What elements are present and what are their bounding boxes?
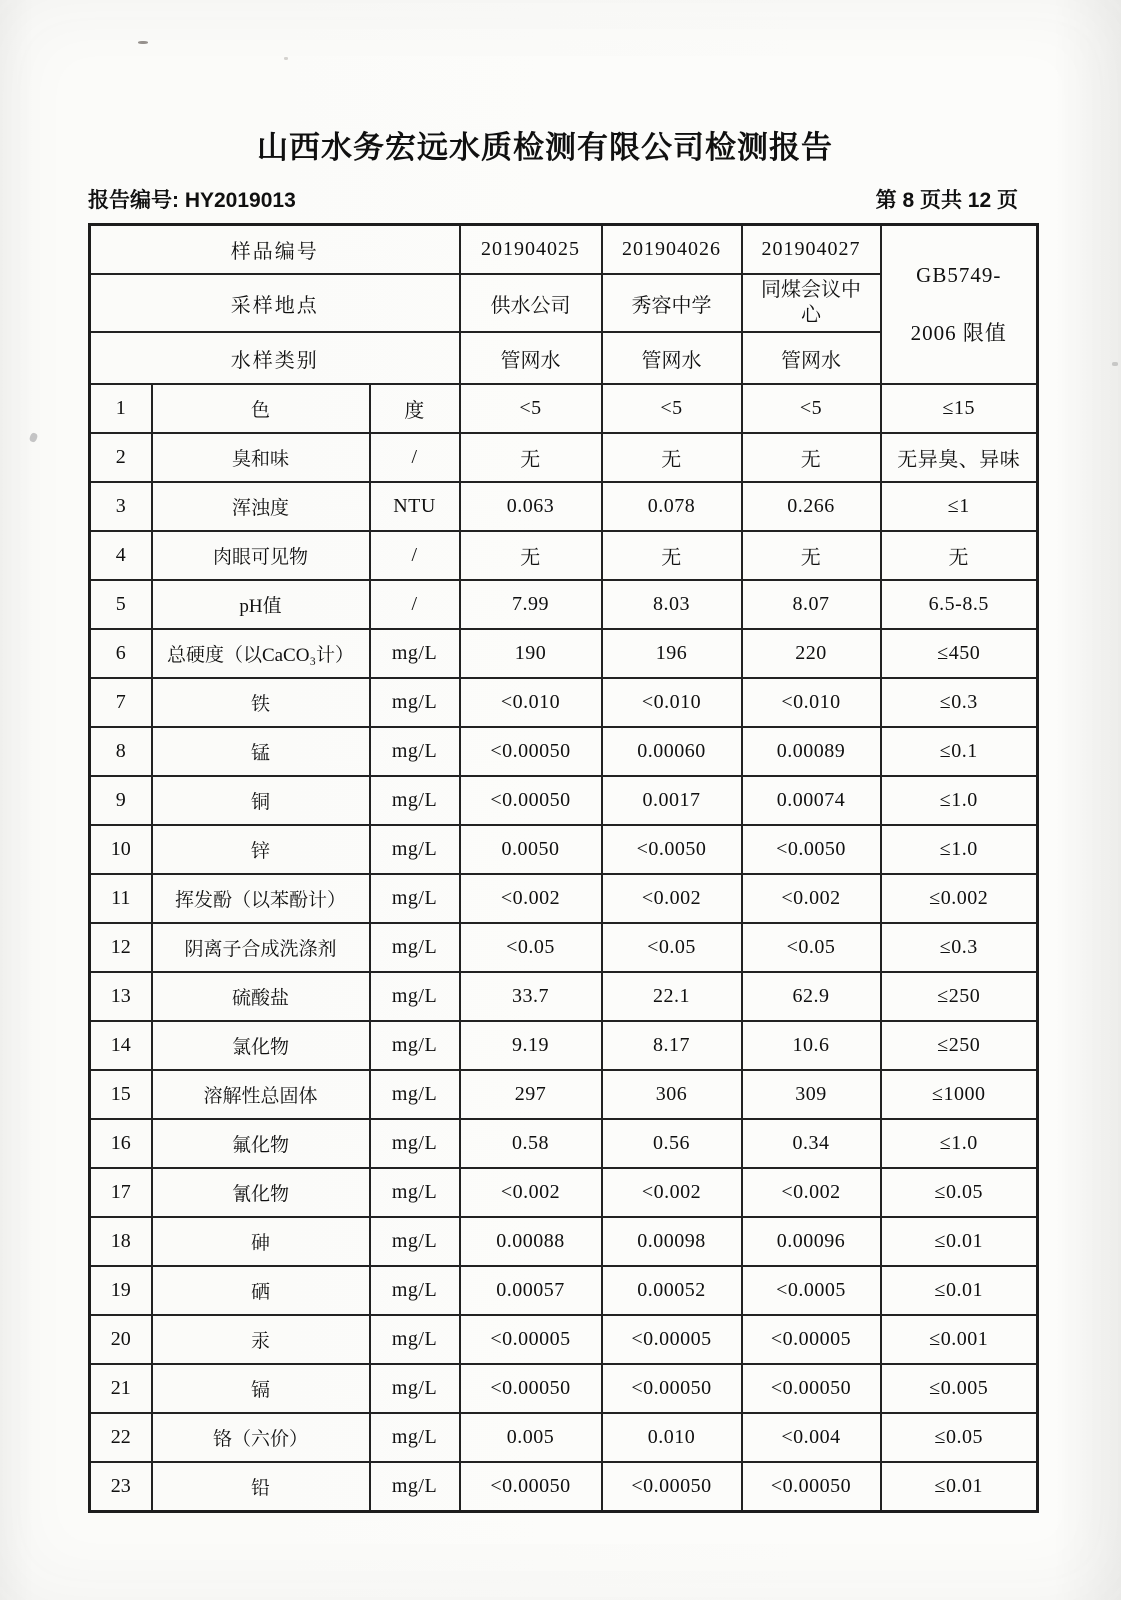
location-label: 采样地点 (90, 274, 460, 332)
table-row (90, 1168, 1038, 1217)
cell-v1: 297 (460, 1070, 602, 1119)
results-table-body (90, 384, 1038, 1512)
cell-name: 浑浊度 (152, 482, 370, 531)
cell-limit: 无 (881, 531, 1038, 580)
cell-v3: <0.00005 (742, 1315, 881, 1364)
cell-name: 臭和味 (152, 433, 370, 482)
cell-limit: ≤1 (881, 482, 1038, 531)
cell-limit: ≤1.0 (881, 825, 1038, 874)
table-row (90, 1217, 1038, 1266)
cell-name: 阴离子合成洗涤剂 (152, 923, 370, 972)
scan-artifact (29, 432, 39, 443)
cell-no: 9 (90, 776, 152, 825)
cell-v3: <0.05 (742, 923, 881, 972)
cell-unit: mg/L (370, 1315, 460, 1364)
cell-v2: <0.010 (602, 678, 742, 727)
page-indicator: 第 8 页共 12 页 (875, 189, 1018, 212)
cell-v3: 62.9 (742, 972, 881, 1021)
cell-unit: 度 (370, 384, 460, 433)
report-title: 山西水务宏远水质检测有限公司检测报告 (257, 130, 833, 165)
cell-v2: 306 (602, 1070, 742, 1119)
cell-no: 16 (90, 1119, 152, 1168)
table-row (90, 678, 1038, 727)
cell-limit: 6.5-8.5 (881, 580, 1038, 629)
cell-v3: <0.002 (742, 1168, 881, 1217)
table-row (90, 1462, 1038, 1512)
cell-unit: mg/L (370, 1217, 460, 1266)
cell-v1: 0.0050 (460, 825, 602, 874)
cell-v2: 0.078 (602, 482, 742, 531)
cell-v3: 0.00074 (742, 776, 881, 825)
cell-name: 挥发酚（以苯酚计） (152, 874, 370, 923)
cell-no: 18 (90, 1217, 152, 1266)
cell-unit: mg/L (370, 825, 460, 874)
cell-no: 15 (90, 1070, 152, 1119)
cell-v2: <0.00005 (602, 1315, 742, 1364)
cell-unit: mg/L (370, 678, 460, 727)
table-row (90, 776, 1038, 825)
water-quality-results-table (88, 223, 1039, 1513)
cell-limit: ≤0.05 (881, 1413, 1038, 1462)
cell-no: 4 (90, 531, 152, 580)
cell-v2: <0.00050 (602, 1462, 742, 1512)
cell-v1: 0.00088 (460, 1217, 602, 1266)
cell-v2: 无 (602, 531, 742, 580)
cell-unit: mg/L (370, 1462, 460, 1512)
cell-v1: <0.010 (460, 678, 602, 727)
cell-name: 汞 (152, 1315, 370, 1364)
results-table-header (90, 225, 1038, 385)
cell-v2: 8.03 (602, 580, 742, 629)
cell-v2: <0.05 (602, 923, 742, 972)
cell-limit: ≤0.01 (881, 1217, 1038, 1266)
location-3: 同煤会议中心 (742, 274, 881, 332)
cell-v2: 0.00098 (602, 1217, 742, 1266)
table-row (90, 825, 1038, 874)
cell-name: 溶解性总固体 (152, 1070, 370, 1119)
cell-unit: / (370, 580, 460, 629)
cell-name: 硫酸盐 (152, 972, 370, 1021)
cell-v2: 22.1 (602, 972, 742, 1021)
location-2: 秀容中学 (602, 274, 742, 332)
cell-v3: 无 (742, 433, 881, 482)
cell-name: 砷 (152, 1217, 370, 1266)
cell-v2: 0.56 (602, 1119, 742, 1168)
cell-limit: ≤1000 (881, 1070, 1038, 1119)
cell-v3: 0.00089 (742, 727, 881, 776)
cell-unit: mg/L (370, 1119, 460, 1168)
cell-v1: 无 (460, 433, 602, 482)
sample-no-1: 201904025 (460, 225, 602, 275)
cell-name: pH值 (152, 580, 370, 629)
cell-limit: ≤15 (881, 384, 1038, 433)
cell-name: 色 (152, 384, 370, 433)
sample-type-label: 水样类别 (90, 332, 460, 384)
cell-v1: 7.99 (460, 580, 602, 629)
cell-name: 锰 (152, 727, 370, 776)
cell-v2: 0.00052 (602, 1266, 742, 1315)
cell-limit: ≤0.002 (881, 874, 1038, 923)
cell-no: 13 (90, 972, 152, 1021)
cell-limit: ≤0.01 (881, 1462, 1038, 1512)
cell-limit: ≤0.01 (881, 1266, 1038, 1315)
cell-v3: <5 (742, 384, 881, 433)
sample-no-3: 201904027 (742, 225, 881, 275)
cell-no: 8 (90, 727, 152, 776)
cell-no: 7 (90, 678, 152, 727)
cell-limit: ≤250 (881, 1021, 1038, 1070)
cell-limit: ≤1.0 (881, 776, 1038, 825)
sample-type-1: 管网水 (460, 332, 602, 384)
report-meta (88, 184, 1018, 214)
cell-no: 20 (90, 1315, 152, 1364)
cell-limit: ≤0.005 (881, 1364, 1038, 1413)
cell-unit: mg/L (370, 972, 460, 1021)
cell-v2: 0.00060 (602, 727, 742, 776)
cell-v3: 0.34 (742, 1119, 881, 1168)
cell-name: 镉 (152, 1364, 370, 1413)
cell-v1: <0.00050 (460, 776, 602, 825)
cell-v2: 0.0017 (602, 776, 742, 825)
cell-v1: <5 (460, 384, 602, 433)
cell-v1: <0.00050 (460, 1364, 602, 1413)
cell-name: 氯化物 (152, 1021, 370, 1070)
cell-name: 铬（六价） (152, 1413, 370, 1462)
table-row (90, 482, 1038, 531)
cell-limit: ≤0.05 (881, 1168, 1038, 1217)
sample-type-2: 管网水 (602, 332, 742, 384)
cell-no: 2 (90, 433, 152, 482)
cell-name: 铅 (152, 1462, 370, 1512)
sample-no-2: 201904026 (602, 225, 742, 275)
cell-v1: 190 (460, 629, 602, 678)
standard-name-line1: GB5749- (916, 263, 1002, 288)
cell-no: 6 (90, 629, 152, 678)
cell-limit: ≤1.0 (881, 1119, 1038, 1168)
cell-limit: ≤450 (881, 629, 1038, 678)
cell-v1: 33.7 (460, 972, 602, 1021)
cell-v1: 0.005 (460, 1413, 602, 1462)
scan-artifact (138, 41, 148, 44)
table-row (90, 874, 1038, 923)
cell-unit: mg/L (370, 1168, 460, 1217)
cell-unit: mg/L (370, 727, 460, 776)
table-row (90, 580, 1038, 629)
cell-v3: <0.010 (742, 678, 881, 727)
standard-limit-header (881, 225, 1038, 385)
cell-unit: NTU (370, 482, 460, 531)
cell-v3: <0.002 (742, 874, 881, 923)
cell-v3: 无 (742, 531, 881, 580)
standard-name-line2: 2006 限值 (910, 320, 1007, 345)
cell-unit: mg/L (370, 1021, 460, 1070)
cell-v1: <0.002 (460, 1168, 602, 1217)
cell-unit: mg/L (370, 1364, 460, 1413)
table-row (90, 384, 1038, 433)
cell-v3: 10.6 (742, 1021, 881, 1070)
cell-unit: / (370, 531, 460, 580)
cell-limit: ≤0.3 (881, 923, 1038, 972)
header-row-sample-no (90, 225, 1038, 275)
cell-v3: <0.00050 (742, 1462, 881, 1512)
cell-v3: 8.07 (742, 580, 881, 629)
cell-no: 11 (90, 874, 152, 923)
cell-v1: 无 (460, 531, 602, 580)
scan-artifact (1112, 362, 1118, 366)
cell-v3: 0.00096 (742, 1217, 881, 1266)
cell-v2: <5 (602, 384, 742, 433)
cell-no: 17 (90, 1168, 152, 1217)
table-row (90, 1021, 1038, 1070)
cell-v1: 9.19 (460, 1021, 602, 1070)
table-row (90, 923, 1038, 972)
cell-unit: mg/L (370, 1070, 460, 1119)
cell-v2: <0.0050 (602, 825, 742, 874)
cell-no: 1 (90, 384, 152, 433)
cell-name: 铜 (152, 776, 370, 825)
cell-v2: 0.010 (602, 1413, 742, 1462)
table-row (90, 531, 1038, 580)
cell-v1: 0.063 (460, 482, 602, 531)
table-row (90, 1070, 1038, 1119)
table-row (90, 727, 1038, 776)
cell-limit: ≤0.001 (881, 1315, 1038, 1364)
table-row (90, 1119, 1038, 1168)
cell-v3: <0.0050 (742, 825, 881, 874)
cell-v3: <0.004 (742, 1413, 881, 1462)
cell-limit: ≤250 (881, 972, 1038, 1021)
cell-v2: 8.17 (602, 1021, 742, 1070)
cell-v2: 196 (602, 629, 742, 678)
cell-v2: <0.002 (602, 874, 742, 923)
sample-type-3: 管网水 (742, 332, 881, 384)
cell-name: 肉眼可见物 (152, 531, 370, 580)
cell-limit: 无异臭、异味 (881, 433, 1038, 482)
cell-unit: mg/L (370, 874, 460, 923)
cell-name: 氰化物 (152, 1168, 370, 1217)
cell-no: 23 (90, 1462, 152, 1512)
cell-unit: mg/L (370, 1266, 460, 1315)
cell-name: 总硬度（以CaCO₃计） (152, 629, 370, 678)
cell-no: 3 (90, 482, 152, 531)
cell-no: 21 (90, 1364, 152, 1413)
cell-no: 12 (90, 923, 152, 972)
cell-v2: <0.002 (602, 1168, 742, 1217)
cell-name: 锌 (152, 825, 370, 874)
cell-no: 10 (90, 825, 152, 874)
table-row (90, 433, 1038, 482)
cell-v3: <0.00050 (742, 1364, 881, 1413)
table-row (90, 629, 1038, 678)
cell-v1: 0.58 (460, 1119, 602, 1168)
cell-v3: 0.266 (742, 482, 881, 531)
cell-limit: ≤0.1 (881, 727, 1038, 776)
table-row (90, 972, 1038, 1021)
cell-name: 铁 (152, 678, 370, 727)
cell-no: 14 (90, 1021, 152, 1070)
cell-v1: <0.05 (460, 923, 602, 972)
cell-v1: <0.00050 (460, 727, 602, 776)
sample-no-label: 样品编号 (90, 225, 460, 275)
cell-v1: <0.00005 (460, 1315, 602, 1364)
cell-unit: mg/L (370, 1413, 460, 1462)
cell-v3: <0.0005 (742, 1266, 881, 1315)
table-row (90, 1413, 1038, 1462)
cell-v3: 309 (742, 1070, 881, 1119)
cell-v1: 0.00057 (460, 1266, 602, 1315)
cell-v1: <0.00050 (460, 1462, 602, 1512)
cell-no: 22 (90, 1413, 152, 1462)
cell-v1: <0.002 (460, 874, 602, 923)
scan-artifact (284, 57, 288, 60)
cell-name: 氟化物 (152, 1119, 370, 1168)
cell-no: 5 (90, 580, 152, 629)
cell-no: 19 (90, 1266, 152, 1315)
cell-limit: ≤0.3 (881, 678, 1038, 727)
cell-unit: mg/L (370, 629, 460, 678)
table-row (90, 1364, 1038, 1413)
table-row (90, 1315, 1038, 1364)
location-1: 供水公司 (460, 274, 602, 332)
table-row (90, 1266, 1038, 1315)
cell-name: 硒 (152, 1266, 370, 1315)
cell-unit: / (370, 433, 460, 482)
cell-v2: <0.00050 (602, 1364, 742, 1413)
report-number: 报告编号: HY2019013 (88, 189, 296, 212)
cell-v3: 220 (742, 629, 881, 678)
cell-v2: 无 (602, 433, 742, 482)
cell-unit: mg/L (370, 776, 460, 825)
cell-unit: mg/L (370, 923, 460, 972)
